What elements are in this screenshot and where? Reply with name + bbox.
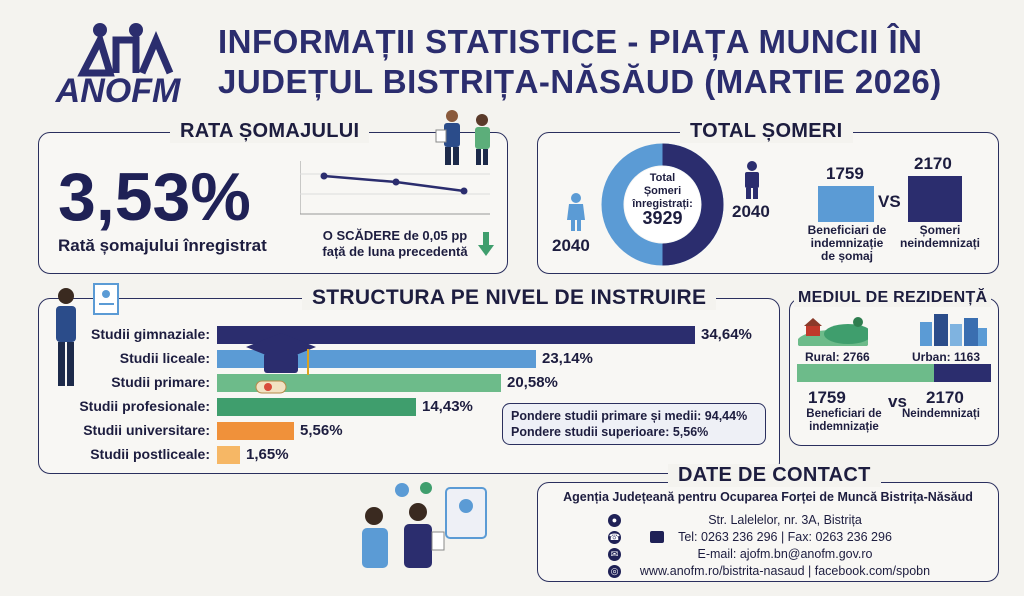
contact-web[interactable]: www.anofm.ro/bistrita-nasaud | facebook.com/spobn	[639, 564, 931, 578]
trend-note-line-2: față de luna precedentă	[322, 244, 468, 259]
total-unemployed-value: 3929	[642, 208, 683, 228]
vs-label: VS	[878, 192, 901, 211]
urban-segment	[934, 364, 991, 382]
donut-center-line-2: Șomeri	[643, 185, 682, 197]
city-buildings-icon	[918, 310, 988, 351]
bar-value: 1,65%	[246, 446, 289, 463]
bar-label: Studii liceale:	[119, 350, 210, 366]
svg-text:ANOFM: ANOFM	[55, 72, 181, 108]
residence-beneficiaries-value: 1759	[808, 388, 846, 407]
bar-value: 34,64%	[701, 326, 752, 343]
trend-note-line-1: O SCĂDERE de 0,05 pp	[322, 228, 468, 243]
beneficiaries-value: 1759	[826, 164, 864, 183]
trend-note	[300, 228, 490, 260]
total-unemployed-title: TOTAL ȘOMERI	[680, 120, 853, 143]
residence-non-indemnified-label: Neindemnizați	[902, 408, 980, 420]
bar-label: Studii universitare:	[83, 422, 210, 438]
beneficiaries-label-3: de șomaj	[820, 249, 874, 263]
contact-title: DATE DE CONTACT	[668, 464, 881, 487]
consultation-illustration-icon	[346, 482, 496, 587]
non-indemnified-label	[890, 224, 990, 250]
residence-beneficiaries-label-2: indemnizație	[809, 421, 879, 433]
men-count: 2040	[732, 202, 770, 221]
rural-landscape-icon	[798, 312, 868, 351]
bar-value: 14,43%	[422, 398, 473, 415]
beneficiaries-label	[797, 224, 897, 263]
contact-phone: Tel: 0263 236 296 | Fax: 0263 236 296	[678, 530, 892, 544]
residence-beneficiaries-label	[798, 408, 890, 434]
page-title	[218, 22, 978, 102]
share-higher-education: Pondere studii superioare: 5,56%	[511, 425, 709, 439]
contact-organization: Agenția Județeană pentru Ocuparea Forței de Muncă Bistrița-Năsăud	[563, 490, 973, 504]
donut-center-label	[620, 172, 705, 228]
residence-non-indemnified-value: 2170	[926, 388, 964, 407]
location-pin-icon: ●	[608, 514, 621, 527]
beneficiaries-label-2: indemnizație	[810, 236, 884, 250]
man-icon	[742, 160, 762, 205]
title-line-2: JUDEȚUL BISTRIȚA-NĂSĂUD (MARTIE 2026)	[218, 63, 942, 100]
rural-segment	[797, 364, 934, 382]
unemployment-rate-label: Rată șomajului înregistrat	[58, 236, 267, 255]
residence-split-bar	[797, 364, 991, 382]
arrow-down-icon	[478, 232, 494, 261]
donut-center-line-3: înregistrați:	[632, 198, 693, 210]
women-count: 2040	[552, 236, 590, 255]
education-bar	[217, 446, 240, 464]
graduation-cap-icon	[246, 333, 316, 404]
title-line-1: INFORMAȚII STATISTICE - PIAȚA MUNCII ÎN	[218, 23, 923, 60]
unemployment-rate-value: 3,53%	[58, 159, 251, 235]
globe-icon: ◎	[608, 565, 621, 578]
residence-vs-label: vs	[888, 392, 907, 411]
non-indemnified-bar	[908, 176, 962, 222]
contact-email[interactable]: E-mail: ajofm.bn@anofm.gov.ro	[697, 547, 873, 561]
bar-value: 5,56%	[300, 422, 343, 439]
residence-title: MEDIUL DE REZIDENȚĂ	[794, 289, 991, 307]
beneficiaries-label-1: Beneficiari de	[807, 223, 887, 237]
bar-value: 23,14%	[542, 350, 593, 367]
non-indemnified-label-1: Șomeri	[919, 223, 961, 237]
contact-address: Str. Lalelelor, nr. 3A, Bistrița	[708, 513, 862, 527]
unemployment-rate-title: RATA ȘOMAJULUI	[170, 120, 369, 143]
share-primary-secondary: Pondere studii primare și medii: 94,44%	[511, 409, 748, 423]
email-icon: ✉	[608, 548, 621, 561]
bar-label: Studii profesionale:	[79, 398, 210, 414]
donut-center-line-1: Total	[649, 172, 676, 184]
bar-label: Studii postliceale:	[90, 446, 210, 462]
trend-point	[393, 179, 400, 186]
trend-point	[461, 188, 468, 195]
non-indemnified-label-2: neindemnizați	[899, 236, 980, 250]
trend-point	[321, 173, 328, 180]
woman-icon	[566, 192, 586, 237]
urban-count: Urban: 1163	[912, 350, 981, 364]
beneficiaries-bar	[818, 186, 874, 222]
bar-label: Studii gimnaziale:	[90, 326, 210, 342]
phone-icon: ☎	[608, 532, 621, 542]
education-share-box	[502, 403, 766, 445]
trend-line-chart	[300, 156, 490, 216]
bar-label: Studii primare:	[111, 374, 210, 390]
bar-value: 20,58%	[507, 374, 558, 391]
education-bar	[217, 422, 294, 440]
education-structure-title: STRUCTURA PE NIVEL DE INSTRUIRE	[302, 286, 716, 310]
rural-count: Rural: 2766	[805, 350, 870, 364]
residence-beneficiaries-label-1: Beneficiari de	[806, 408, 882, 420]
non-indemnified-value: 2170	[914, 154, 952, 173]
anofm-logo	[38, 18, 198, 108]
